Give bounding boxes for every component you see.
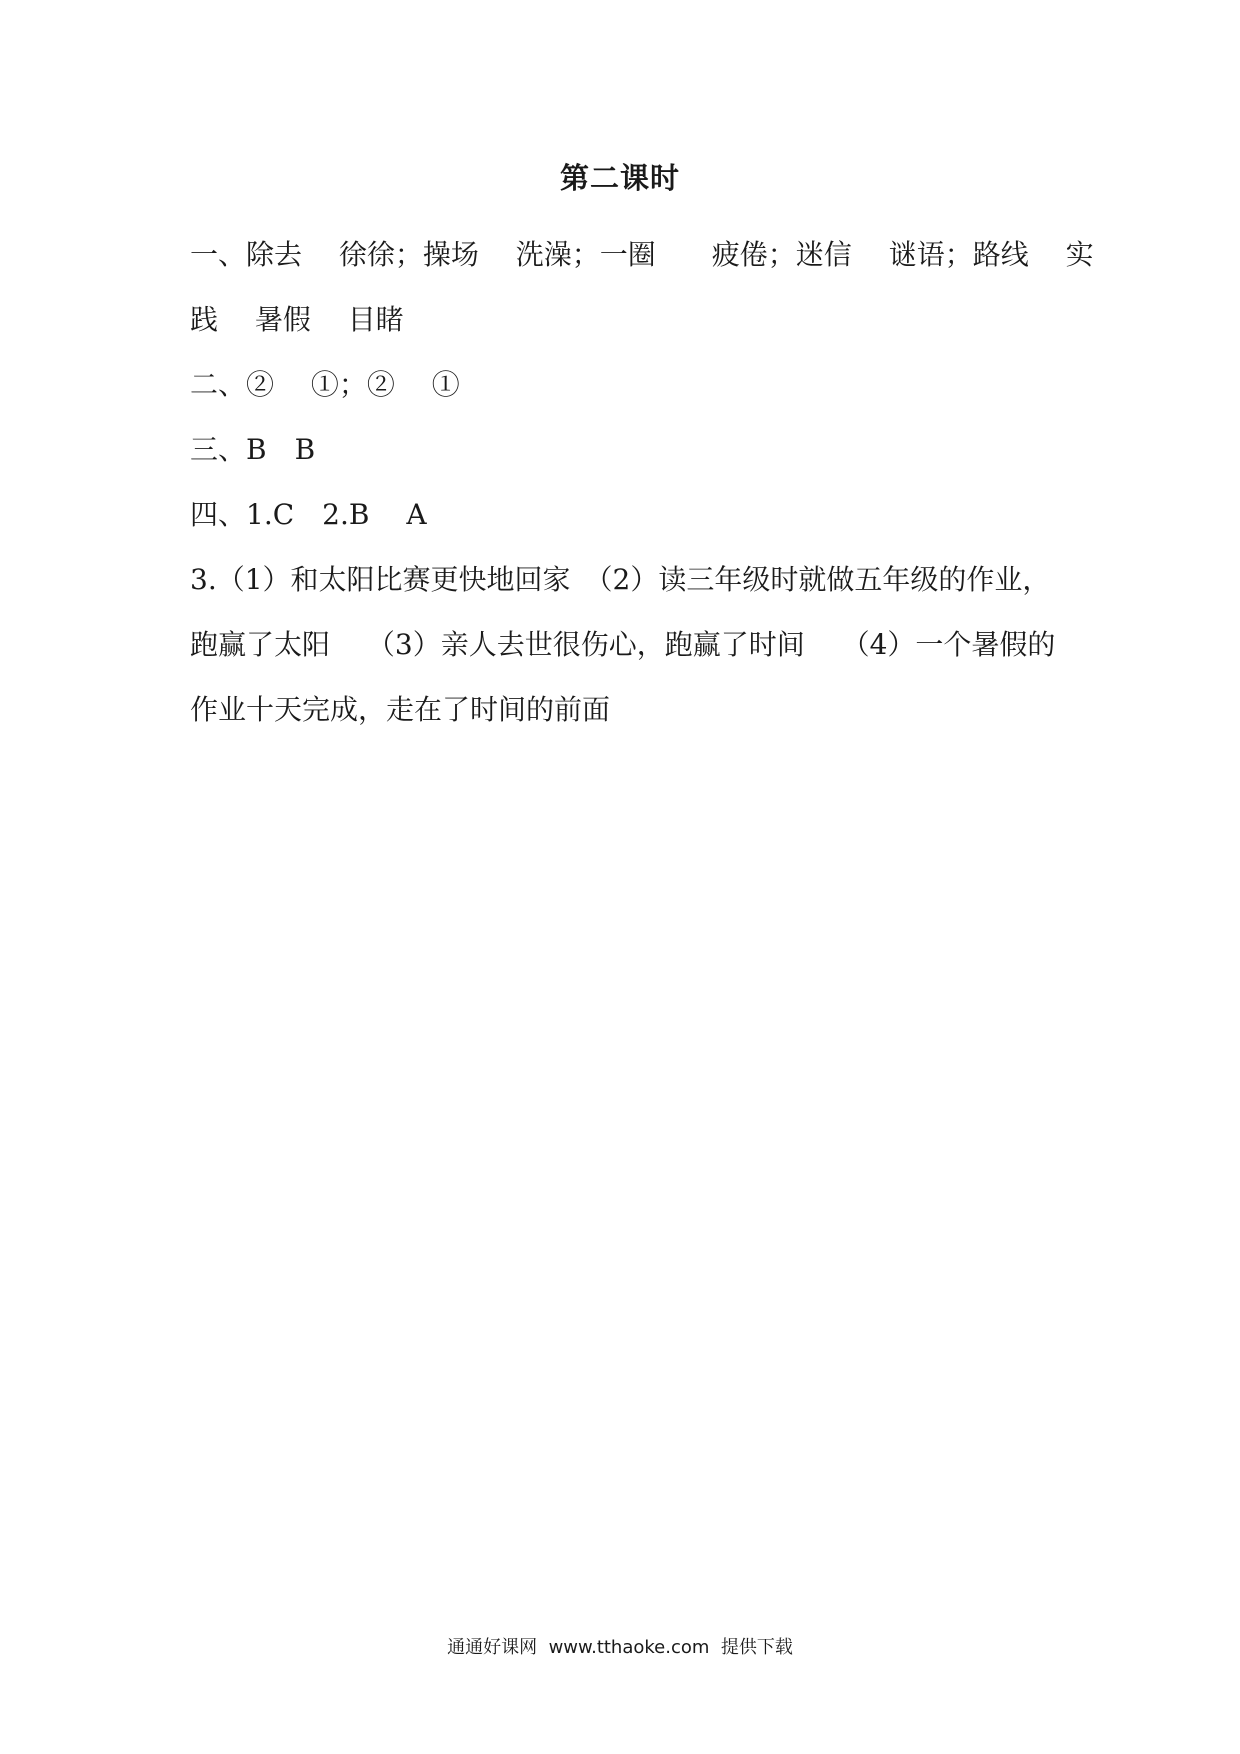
answer-line-5: 四、1.C 2.B A — [190, 498, 427, 531]
answer-line-7: 跑赢了太阳 （3）亲人去世很伤心，跑赢了时间 （4）一个暑假的 — [190, 628, 1056, 661]
answer-line-3: 二、② ①；② ① — [190, 368, 460, 401]
footer-watermark: 通通好课网 www.tthaoke.com 提供下载 — [447, 1637, 793, 1658]
answer-content — [190, 222, 1094, 742]
answer-line-4: 三、B B — [190, 433, 316, 466]
answer-line-2: 践 暑假 目睹 — [190, 303, 404, 336]
page-title: 第二课时 — [559, 161, 680, 195]
answer-line-8: 作业十天完成，走在了时间的前面 — [190, 693, 611, 726]
answer-line-6: 3.（1）和太阳比赛更快地回家 （2）读三年级时就做五年级的作业， — [190, 563, 1051, 596]
answer-line-1: 一、除去 徐徐；操场 洗澡；一圈 疲倦；迷信 谜语；路线 实 — [190, 238, 1094, 271]
